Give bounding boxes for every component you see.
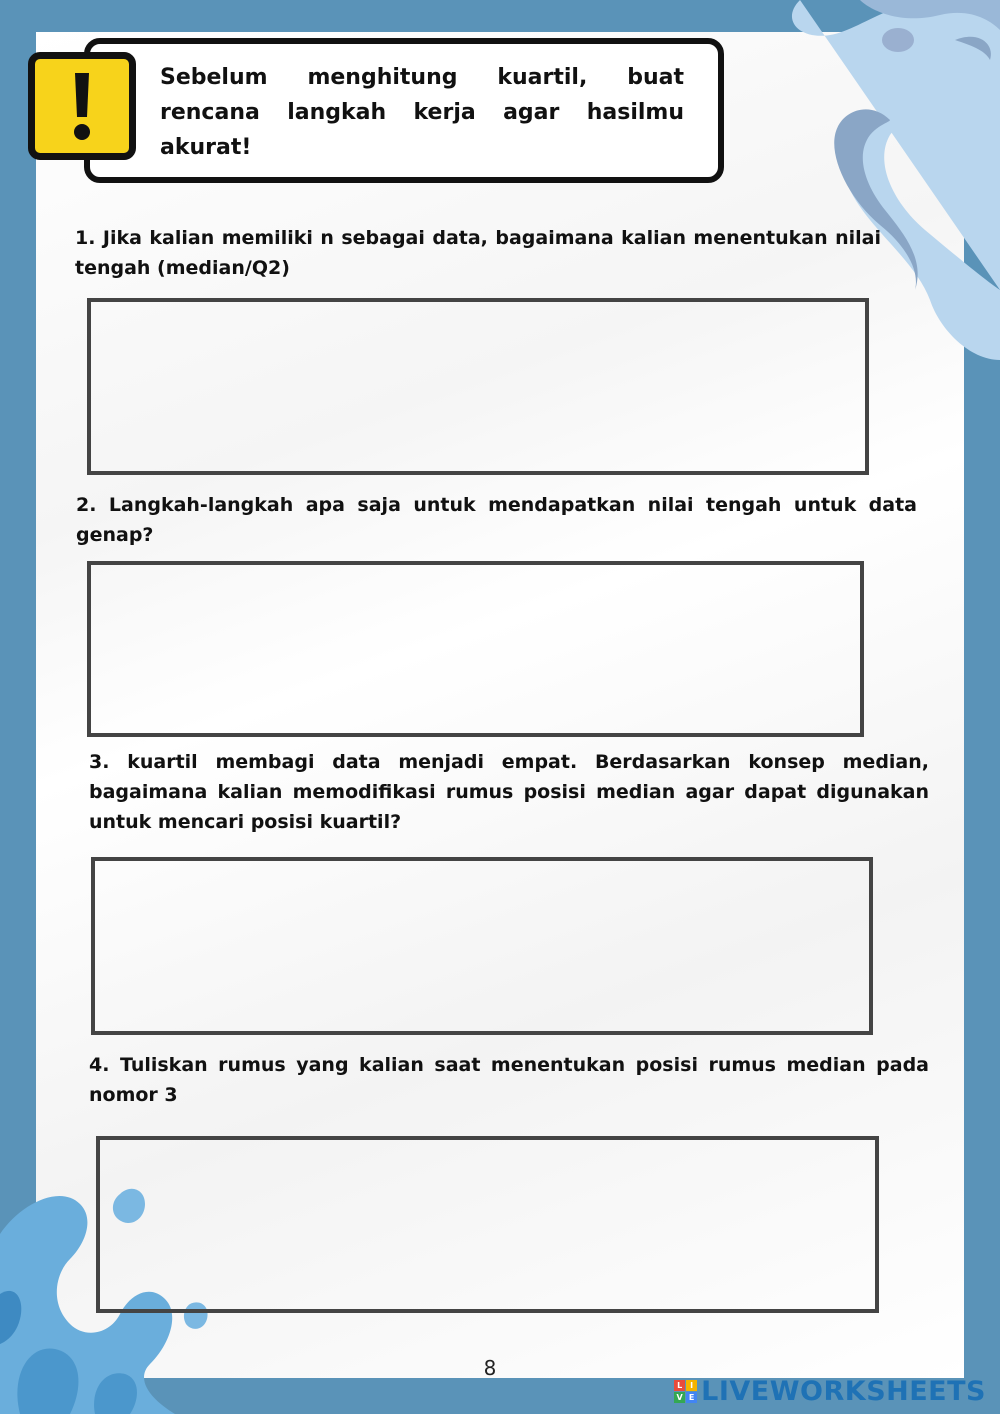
answer-box-1[interactable] (87, 298, 869, 475)
question-1: 1. Jika kalian memiliki n sebagai data, bagaimana kalian menentukan nilai tengah (median/Q2) (75, 227, 881, 279)
answer-box-4[interactable] (96, 1136, 879, 1313)
question-2: 2. Langkah-langkah apa saja untuk mendapatkan nilai tengah untuk data genap? (76, 494, 917, 546)
warning-badge (28, 52, 136, 160)
question-3: 3. kuartil membagi data menjadi empat. Berdasarkan konsep median, bagaimana kalian memodifikasi rumus posisi median agar dapat digunakan untuk mencari posisi kuartil? (89, 751, 929, 833)
liveworksheets-logo[interactable] (674, 1374, 986, 1408)
page-number: 8 (483, 1356, 497, 1380)
brand-mark-letter: E (686, 1392, 697, 1403)
brand-name: LIVEWORKSHEETS (701, 1375, 986, 1407)
notice-text: Sebelum menghitung kuartil, buat rencana langkah kerja agar hasilmu akurat! (160, 65, 684, 160)
answer-box-2[interactable] (87, 561, 864, 737)
answer-box-3[interactable] (91, 857, 873, 1035)
exclamation-icon (35, 59, 129, 153)
liveworksheets-mark-icon (674, 1380, 697, 1403)
brand-mark-letter: L (674, 1380, 685, 1391)
question-4: 4. Tuliskan rumus yang kalian saat menentukan posisi rumus median pada nomor 3 (89, 1054, 929, 1106)
brand-mark-letter: V (674, 1392, 685, 1403)
brand-mark-letter: I (686, 1380, 697, 1391)
